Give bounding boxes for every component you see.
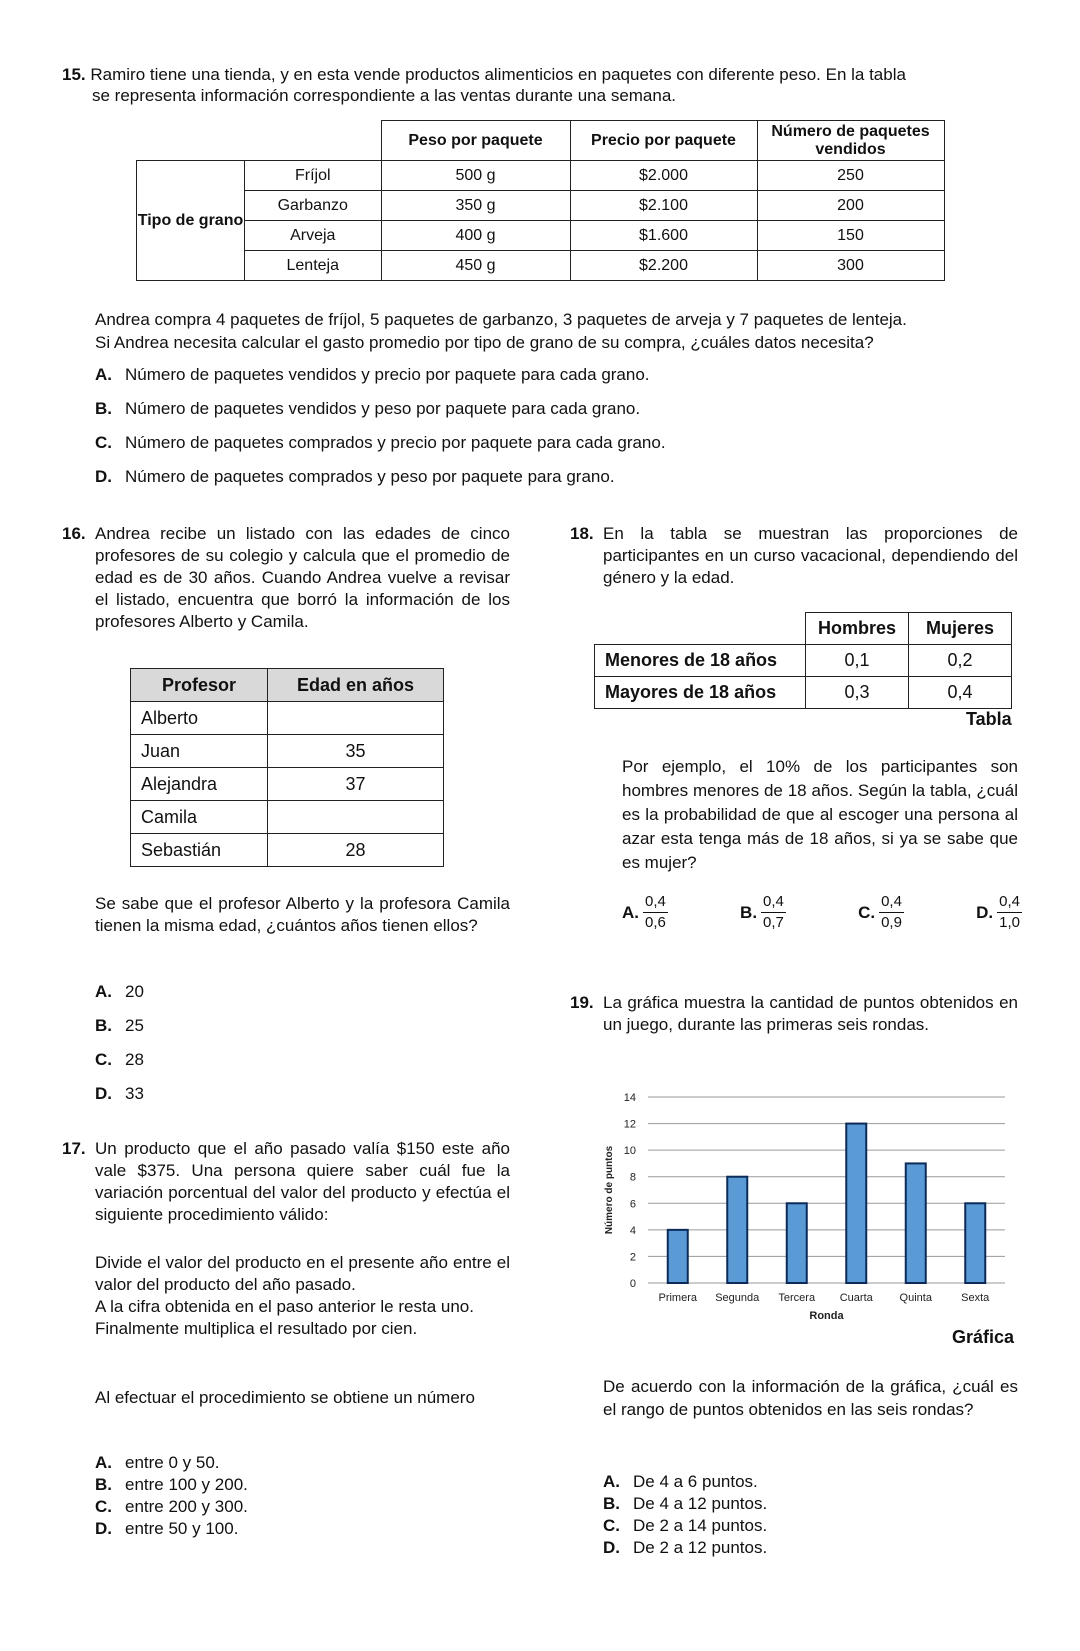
q19-stem bbox=[570, 992, 1018, 1036]
fraction bbox=[643, 893, 668, 932]
option-letter: D. bbox=[95, 1519, 112, 1538]
option-letter: B. bbox=[95, 1475, 112, 1494]
option-letter: D. bbox=[603, 1538, 620, 1557]
option-letter: A. bbox=[603, 1472, 620, 1491]
y-tick-label: 6 bbox=[629, 1198, 636, 1211]
option-text: entre 50 y 100. bbox=[125, 1519, 239, 1538]
bar bbox=[668, 1230, 688, 1283]
option-text: De 2 a 12 puntos. bbox=[633, 1538, 768, 1557]
q15-option-c[interactable] bbox=[95, 433, 666, 467]
q19-number: 19. bbox=[570, 993, 594, 1012]
table-row bbox=[131, 834, 444, 867]
q17-question: Al efectuar el procedimiento se obtiene un número bbox=[95, 1388, 475, 1407]
option-letter: B. bbox=[95, 1016, 112, 1035]
table-row bbox=[137, 221, 945, 251]
q17-procedure bbox=[95, 1252, 510, 1340]
q15-options bbox=[95, 365, 666, 501]
q18-number: 18. bbox=[570, 524, 594, 543]
option-letter: C. bbox=[95, 433, 112, 452]
weight-cell: 450 g bbox=[381, 251, 570, 281]
table-row bbox=[131, 735, 444, 768]
bar bbox=[965, 1203, 985, 1283]
q15-number: 15. bbox=[62, 65, 86, 84]
x-tick-label: Quinta bbox=[899, 1292, 932, 1304]
women-cell: 0,2 bbox=[909, 645, 1012, 677]
table-row bbox=[595, 645, 1012, 677]
fraction bbox=[761, 893, 786, 932]
bar bbox=[846, 1124, 866, 1283]
grain-cell: Lenteja bbox=[245, 251, 382, 281]
table-row bbox=[131, 768, 444, 801]
option-text: entre 0 y 50. bbox=[125, 1453, 220, 1472]
name-cell: Alejandra bbox=[131, 768, 268, 801]
option-letter: A. bbox=[95, 1453, 112, 1472]
x-axis-label: Ronda bbox=[809, 1310, 844, 1322]
q18-header-men: Hombres bbox=[806, 613, 909, 645]
denominator: 1,0 bbox=[999, 914, 1020, 931]
q19-options bbox=[603, 1471, 767, 1559]
q19-stem-text: La gráfica muestra la cantidad de puntos obtenidos en un juego, durante las primeras seis rondas. bbox=[603, 993, 1018, 1034]
q16-header-age: Edad en años bbox=[268, 669, 444, 702]
q18-table bbox=[594, 612, 1012, 709]
q19-question: De acuerdo con la información de la gráfica, ¿cuál es el rango de puntos obtenidos en las seis rondas? bbox=[603, 1377, 1018, 1419]
q15-body-line1: Andrea compra 4 paquetes de fríjol, 5 paquetes de garbanzo, 3 paquetes de arveja y 7 paquetes de lenteja. bbox=[95, 310, 907, 329]
x-tick-label: Cuarta bbox=[839, 1292, 873, 1304]
y-tick-label: 0 bbox=[629, 1278, 636, 1290]
age-cell bbox=[268, 702, 444, 735]
option-letter: A. bbox=[622, 902, 639, 922]
chart-svg bbox=[600, 1085, 1020, 1325]
q15-option-a[interactable] bbox=[95, 365, 666, 399]
option-text: De 4 a 6 puntos. bbox=[633, 1472, 758, 1491]
option-text: De 2 a 14 puntos. bbox=[633, 1516, 768, 1535]
men-cell: 0,3 bbox=[806, 677, 909, 709]
option-letter: C. bbox=[858, 902, 876, 922]
price-cell: $2.100 bbox=[570, 191, 757, 221]
q15-header-price: Precio por paquete bbox=[570, 121, 757, 161]
table-row bbox=[131, 801, 444, 834]
price-cell: $2.000 bbox=[570, 161, 757, 191]
name-cell: Camila bbox=[131, 801, 268, 834]
q18-option-d[interactable] bbox=[976, 893, 1022, 932]
q16-stem bbox=[62, 523, 510, 633]
option-text: De 4 a 12 puntos. bbox=[633, 1494, 768, 1513]
numerator: 0,4 bbox=[761, 893, 786, 913]
q17-option-c[interactable] bbox=[95, 1496, 248, 1518]
name-cell: Alberto bbox=[131, 702, 268, 735]
q17-option-b[interactable] bbox=[95, 1474, 248, 1496]
price-cell: $2.200 bbox=[570, 251, 757, 281]
sold-cell: 300 bbox=[757, 251, 944, 281]
option-text: entre 100 y 200. bbox=[125, 1475, 248, 1494]
y-tick-label: 14 bbox=[623, 1092, 636, 1104]
age-cell bbox=[268, 801, 444, 834]
q19-option-b[interactable] bbox=[603, 1493, 767, 1515]
y-tick-label: 12 bbox=[623, 1118, 636, 1131]
option-letter: C. bbox=[95, 1050, 112, 1069]
points-bar-chart bbox=[600, 1085, 1020, 1325]
age-cell: 37 bbox=[268, 768, 444, 801]
option-letter: B. bbox=[603, 1494, 620, 1513]
q16-option-b[interactable] bbox=[95, 1016, 144, 1050]
table-row bbox=[137, 191, 945, 221]
q18-option-b[interactable] bbox=[740, 893, 786, 932]
q17-stem bbox=[62, 1138, 510, 1226]
q17-step-2: A la cifra obtenida en el paso anterior le resta uno. bbox=[95, 1297, 474, 1316]
q17-option-a[interactable] bbox=[95, 1452, 248, 1474]
fraction bbox=[997, 893, 1022, 932]
grain-cell: Garbanzo bbox=[245, 191, 382, 221]
option-text: Número de paquetes vendidos y precio por paquete para cada grano. bbox=[125, 365, 650, 384]
option-letter: A. bbox=[95, 982, 112, 1001]
q15-body bbox=[95, 308, 1025, 354]
age-cell: 28 bbox=[268, 834, 444, 867]
option-letter: C. bbox=[95, 1497, 112, 1516]
option-text: entre 200 y 300. bbox=[125, 1497, 248, 1516]
denominator: 0,9 bbox=[881, 914, 902, 931]
name-cell: Juan bbox=[131, 735, 268, 768]
q16-question: Se sabe que el profesor Alberto y la profesora Camila tienen la misma edad, ¿cuántos años tienen ellos? bbox=[95, 894, 510, 935]
q17-stem-text: Un producto que el año pasado valía $150 este año vale $375. Una persona quiere saber cuál fue la variación porcentual del valor del producto y efectúa el siguiente procedimiento válido: bbox=[95, 1139, 510, 1224]
grain-cell: Fríjol bbox=[245, 161, 382, 191]
option-text: 28 bbox=[125, 1050, 144, 1069]
grain-cell: Arveja bbox=[245, 221, 382, 251]
x-tick-label: Segunda bbox=[715, 1292, 760, 1304]
option-letter: A. bbox=[95, 365, 112, 384]
q15-stem bbox=[62, 64, 1022, 106]
q18-table-caption: Tabla bbox=[966, 709, 1012, 729]
q18-question: Por ejemplo, el 10% de los participantes son hombres menores de 18 años. Según la tabla, ¿cuál es la probabilidad de que al escoger una persona al azar esta tenga más de 18 años, si ya se sabe que es mujer? bbox=[622, 757, 1018, 872]
numerator: 0,4 bbox=[643, 893, 668, 913]
q15-stem-line2: se representa información correspondiente a las ventas durante una semana. bbox=[92, 86, 677, 105]
q16-table bbox=[130, 668, 444, 867]
q19-option-c[interactable] bbox=[603, 1515, 767, 1537]
option-text: 33 bbox=[125, 1084, 144, 1103]
q16-number: 16. bbox=[62, 524, 86, 543]
q15-body-line2: Si Andrea necesita calcular el gasto promedio por tipo de grano de su compra, ¿cuáles datos necesita? bbox=[95, 333, 874, 352]
table-row bbox=[131, 702, 444, 735]
q19-option-d[interactable] bbox=[603, 1537, 767, 1559]
q16-options bbox=[95, 982, 144, 1118]
y-axis-label: Número de puntos bbox=[604, 1145, 615, 1235]
denominator: 0,7 bbox=[763, 914, 784, 931]
option-text: Número de paquetes comprados y precio por paquete para cada grano. bbox=[125, 433, 666, 452]
sold-cell: 200 bbox=[757, 191, 944, 221]
q18-option-c[interactable] bbox=[858, 893, 904, 932]
q17-options bbox=[95, 1452, 248, 1540]
q16-stem-text: Andrea recibe un listado con las edades de cinco profesores de su colegio y calcula que el promedio de edad es de 30 años. Cuando Andrea vuelve a revisar el listado, encuentra que borró la información de los profesores Alberto y Camila. bbox=[95, 524, 510, 631]
sold-cell: 150 bbox=[757, 221, 944, 251]
q15-group-label: Tipo de grano bbox=[137, 161, 245, 281]
option-letter: B. bbox=[740, 902, 758, 922]
q18-stem-text: En la tabla se muestran las proporciones de participantes en un curso vacacional, dependiendo del género y la edad. bbox=[603, 524, 1018, 587]
table-row bbox=[595, 677, 1012, 709]
option-letter: B. bbox=[95, 399, 112, 418]
x-tick-label: Primera bbox=[658, 1292, 698, 1304]
denominator: 0,6 bbox=[645, 914, 666, 931]
bar bbox=[727, 1177, 747, 1283]
q15-option-b[interactable] bbox=[95, 399, 666, 433]
q17-step-1: Divide el valor del producto en el presente año entre el valor del producto del año pasado. bbox=[95, 1253, 510, 1294]
q16-option-c[interactable] bbox=[95, 1050, 144, 1084]
women-cell: 0,4 bbox=[909, 677, 1012, 709]
q17-step-3: Finalmente multiplica el resultado por cien. bbox=[95, 1319, 418, 1338]
q15-stem-line1: Ramiro tiene una tienda, y en esta vende productos alimenticios en paquetes con diferente peso. En la tabla bbox=[90, 65, 906, 84]
age-cell: 35 bbox=[268, 735, 444, 768]
q16-option-a[interactable] bbox=[95, 982, 144, 1016]
option-text: 20 bbox=[125, 982, 144, 1001]
q15-table bbox=[136, 120, 945, 281]
option-letter: C. bbox=[603, 1516, 620, 1535]
q19-chart-caption: Gráfica bbox=[952, 1327, 1015, 1347]
option-letter: D. bbox=[95, 1084, 112, 1103]
weight-cell: 400 g bbox=[381, 221, 570, 251]
q17-number: 17. bbox=[62, 1139, 86, 1158]
q16-option-d[interactable] bbox=[95, 1084, 144, 1118]
q16-header-professor: Profesor bbox=[131, 669, 268, 702]
weight-cell: 350 g bbox=[381, 191, 570, 221]
bar bbox=[787, 1203, 807, 1283]
y-tick-label: 10 bbox=[623, 1145, 636, 1158]
q15-option-d[interactable] bbox=[95, 467, 666, 501]
table-row bbox=[137, 161, 945, 191]
numerator: 0,4 bbox=[879, 893, 904, 913]
men-cell: 0,1 bbox=[806, 645, 909, 677]
q15-header-weight: Peso por paquete bbox=[381, 121, 570, 161]
q17-option-d[interactable] bbox=[95, 1518, 248, 1540]
q18-header-women: Mujeres bbox=[909, 613, 1012, 645]
x-tick-label: Sexta bbox=[961, 1292, 990, 1304]
option-text: 25 bbox=[125, 1016, 144, 1035]
weight-cell: 500 g bbox=[381, 161, 570, 191]
option-text: Número de paquetes comprados y peso por paquete para grano. bbox=[125, 467, 615, 486]
table-row bbox=[137, 251, 945, 281]
y-tick-label: 4 bbox=[629, 1224, 636, 1237]
name-cell: Sebastián bbox=[131, 834, 268, 867]
option-text: Número de paquetes vendidos y peso por paquete para cada grano. bbox=[125, 399, 641, 418]
numerator: 0,4 bbox=[997, 893, 1022, 913]
price-cell: $1.600 bbox=[570, 221, 757, 251]
option-letter: D. bbox=[95, 467, 112, 486]
x-tick-label: Tercera bbox=[778, 1292, 816, 1304]
y-tick-label: 2 bbox=[629, 1251, 636, 1264]
fraction bbox=[879, 893, 904, 932]
q19-option-a[interactable] bbox=[603, 1471, 767, 1493]
bar bbox=[906, 1163, 926, 1283]
y-tick-label: 8 bbox=[629, 1171, 636, 1184]
row-label: Mayores de 18 años bbox=[595, 677, 806, 709]
q15-header-sold: Número de paquetes vendidos bbox=[757, 121, 944, 161]
row-label: Menores de 18 años bbox=[595, 645, 806, 677]
q18-options bbox=[622, 893, 1022, 932]
q18-stem bbox=[570, 523, 1018, 589]
q18-option-a[interactable] bbox=[622, 893, 668, 932]
sold-cell: 250 bbox=[757, 161, 944, 191]
option-letter: D. bbox=[976, 902, 994, 922]
